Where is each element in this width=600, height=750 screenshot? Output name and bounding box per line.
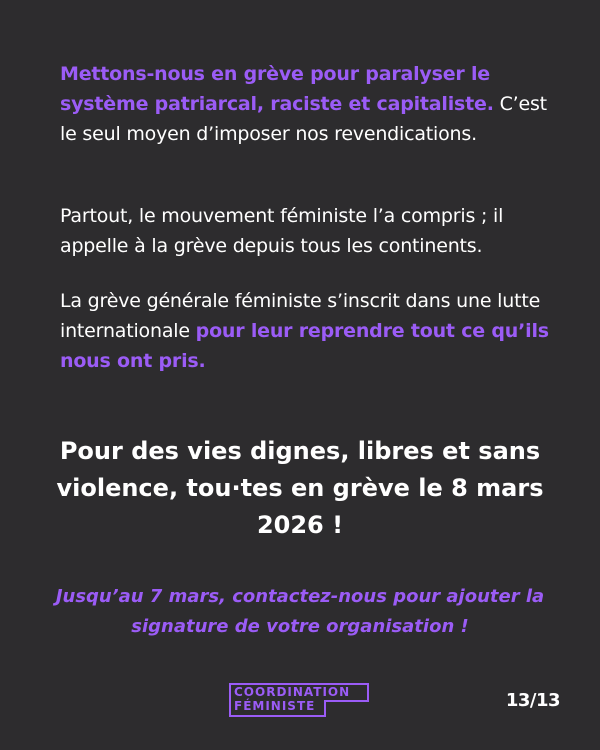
highlight-international: pour leur reprendre tout ce qu’ils nous ont pris. [60, 320, 549, 372]
headline: Pour des vies dignes, libres et sans violence, tou·tes en grève le 8 mars 2026 ! [56, 437, 544, 539]
paragraph-movement [60, 201, 560, 261]
paragraph-strike-call [60, 59, 560, 149]
call-to-action: Jusqu’au 7 mars, contactez-nous pour ajouter la signature de votre organisation ! [55, 586, 545, 637]
logo-line-1: COORDINATION [234, 685, 351, 699]
paragraph-international [60, 286, 560, 376]
text-international: La grève générale féministe s’inscrit dans une lutte internationale [60, 290, 541, 342]
logo-line-2: FÉMINISTE [234, 699, 316, 713]
highlight-strike-call: Mettons-nous en grève pour paralyser le système patriarcal, raciste et capitaliste. [60, 63, 494, 115]
page-indicator: 13/13 [505, 690, 560, 711]
text-strike-call: C’est le seul moyen d’imposer nos revendications. [60, 93, 547, 145]
coordination-feministe-logo [229, 683, 369, 717]
text-movement: Partout, le mouvement féministe l’a compris ; il appelle à la grève depuis tous les continents. [60, 205, 504, 257]
